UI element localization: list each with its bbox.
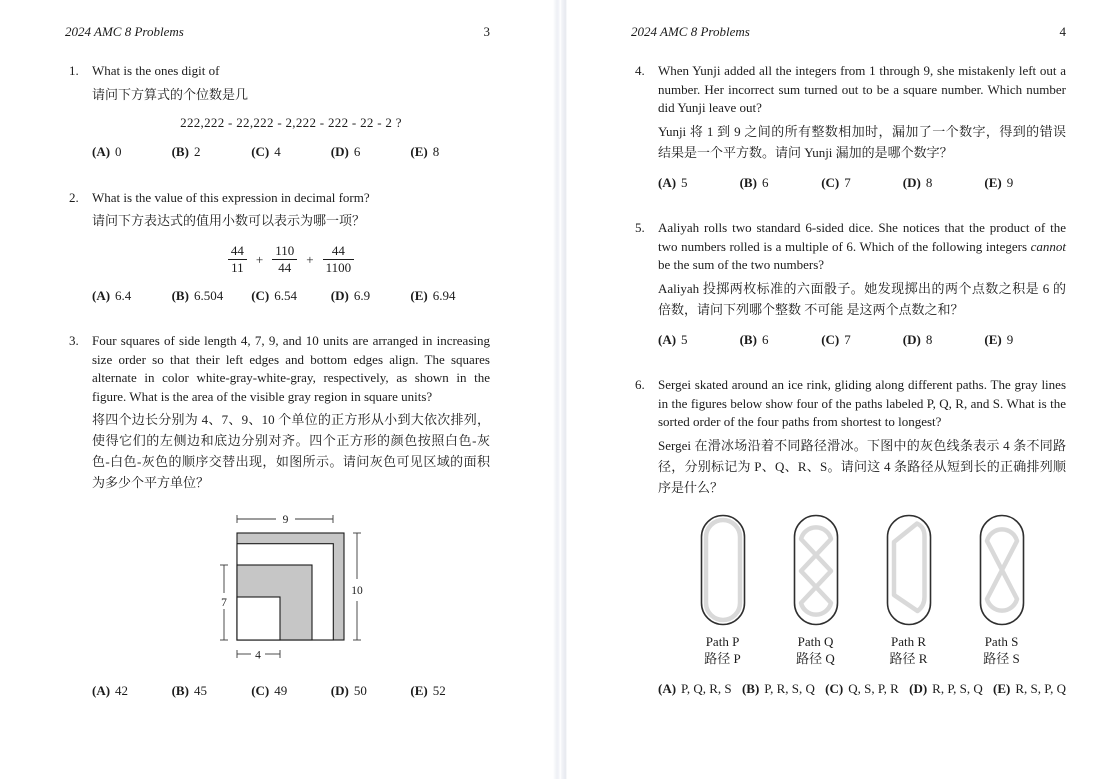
choice-label: (B) bbox=[171, 682, 189, 698]
page-header bbox=[631, 24, 1066, 40]
choice-D bbox=[331, 682, 411, 701]
choice-label: (C) bbox=[825, 680, 844, 696]
plus-sign: + bbox=[306, 251, 314, 267]
choice-value: 4 bbox=[274, 144, 281, 159]
choice-value: 45 bbox=[193, 682, 207, 698]
choice-value: 8 bbox=[432, 144, 440, 159]
problem-1 bbox=[65, 62, 490, 162]
choice-value: 7 bbox=[844, 331, 851, 347]
problem-text-en-post: be the sum of the two numbers? bbox=[658, 257, 825, 272]
choice-value: 9 bbox=[1006, 174, 1014, 190]
rink-label-zh: 路径 S bbox=[983, 650, 1020, 666]
choice-value: 6 bbox=[353, 144, 361, 159]
choice-label: (B) bbox=[739, 331, 757, 347]
problem-number: 4. bbox=[635, 63, 645, 78]
rink-label-en: Path Q bbox=[797, 633, 834, 649]
figure-wrapper bbox=[92, 507, 490, 671]
choice-label: (B) bbox=[171, 287, 189, 303]
choice-C bbox=[251, 287, 331, 306]
fraction-denominator: 1100 bbox=[323, 259, 355, 275]
fraction-denominator: 44 bbox=[272, 259, 297, 275]
choice-value: 9 bbox=[1006, 331, 1014, 347]
choice-E bbox=[410, 682, 490, 701]
choice-value: P, R, S, Q bbox=[764, 680, 815, 696]
math-expression: 222,222 - 22,222 - 2,222 - 222 - 22 - 2 ? bbox=[180, 114, 402, 130]
choice-value: 5 bbox=[681, 331, 688, 347]
problem-text-en: Sergei skated around an ice rink, gliding along different paths. The gray lines in the figures below show four of the paths labeled P, Q, R, and S. What is the sorted order of the four paths from shortest to longest? bbox=[658, 377, 1066, 429]
choice-B bbox=[172, 143, 252, 162]
choice-label: (E) bbox=[410, 287, 428, 303]
page-header-title: 2024 AMC 8 Problems bbox=[631, 24, 750, 39]
rink-label-zh: 路径 Q bbox=[796, 650, 835, 666]
rink-label-en: Path S bbox=[984, 633, 1019, 649]
choice-row bbox=[658, 174, 1066, 193]
choice-label: (D) bbox=[330, 682, 349, 698]
rink-label-en: Path R bbox=[890, 633, 927, 649]
choice-value: 8 bbox=[925, 331, 933, 347]
rink-path-q-figure bbox=[793, 514, 839, 626]
rink-label-zh: 路径 R bbox=[889, 650, 928, 666]
choice-value: 6.94 bbox=[432, 287, 456, 303]
rink-path-r-figure bbox=[886, 514, 932, 626]
page-number: 3 bbox=[483, 24, 490, 39]
choice-row bbox=[92, 143, 490, 162]
problem-text-zh: 请问下方表达式的值用小数可以表示为哪一项？ bbox=[92, 213, 366, 228]
choice-value: 6.54 bbox=[274, 287, 297, 303]
choice-C bbox=[251, 682, 331, 701]
rink-figures-row bbox=[658, 514, 1066, 667]
choice-A bbox=[92, 287, 172, 306]
page-header-title: 2024 AMC 8 Problems bbox=[65, 24, 184, 39]
choice-label: (C) bbox=[251, 287, 270, 303]
choice-label: (A) bbox=[92, 287, 111, 303]
choice-value: 50 bbox=[353, 682, 367, 698]
choice-label: (A) bbox=[92, 682, 111, 698]
choice-A bbox=[658, 680, 732, 699]
choice-C bbox=[821, 331, 903, 350]
choice-value: 6 bbox=[761, 174, 769, 190]
choice-label: (A) bbox=[92, 144, 111, 159]
problem-text-en: What is the value of this expression in decimal form? bbox=[92, 189, 370, 205]
choice-label: (E) bbox=[410, 682, 428, 698]
problem-text-en: When Yunji added all the integers from 1 through 9, she mistakenly left out a number. Her incorrect sum turned out to be a square number. Which number did Yunji leave out? bbox=[658, 63, 1066, 115]
choice-value: 8 bbox=[925, 174, 933, 190]
choice-value: R, S, P, Q bbox=[1015, 680, 1066, 696]
choice-label: (A) bbox=[658, 174, 677, 190]
problem-text-zh: Yunji 将 1 到 9 之间的所有整数相加时，漏加了一个数字，得到的错误结果是一个平方数。请问 Yunji 漏加的是哪个数字？ bbox=[658, 123, 1066, 160]
choice-C bbox=[251, 143, 331, 162]
problem-2 bbox=[65, 189, 490, 306]
choice-row bbox=[92, 287, 490, 306]
problem-5 bbox=[631, 219, 1066, 349]
choice-label: (E) bbox=[993, 680, 1011, 696]
dim-label-left: 7 bbox=[221, 597, 227, 610]
choice-E bbox=[984, 174, 1066, 193]
choice-B bbox=[740, 331, 822, 350]
choice-row bbox=[658, 331, 1066, 350]
choice-A bbox=[658, 331, 740, 350]
choice-label: (D) bbox=[909, 680, 928, 696]
page-number: 4 bbox=[1059, 24, 1066, 39]
choice-value: 0 bbox=[115, 144, 122, 159]
problem-number: 6. bbox=[635, 377, 645, 392]
problem-text-en-emphasis: cannot bbox=[1030, 238, 1066, 254]
choice-B bbox=[742, 680, 815, 699]
problem-text-zh: Aaliyah 投掷两枚标准的六面骰子。她发现掷出的两个点数之积是 6 的倍数，请问下列哪个整数 不可能 是这两个点数之和？ bbox=[658, 280, 1066, 317]
problem-number: 1. bbox=[69, 63, 79, 78]
choice-label: (C) bbox=[821, 174, 840, 190]
choice-value: 52 bbox=[432, 682, 446, 698]
problem-number: 5. bbox=[635, 220, 645, 235]
dim-label-top: 9 bbox=[282, 514, 289, 527]
choice-D bbox=[903, 331, 985, 350]
choice-D bbox=[909, 680, 983, 699]
choice-label: (E) bbox=[984, 174, 1002, 190]
choice-A bbox=[92, 682, 172, 701]
choice-value: 6.4 bbox=[115, 287, 132, 303]
fraction-2 bbox=[272, 244, 297, 276]
problem-text-en-pre: Aaliyah rolls two standard 6-sided dice. She notices that the product of the two numbers rolled is a multiple of 6. Which of the following integers bbox=[658, 220, 1066, 254]
dim-label-right: 10 bbox=[351, 585, 363, 598]
fraction-1 bbox=[228, 244, 247, 276]
choice-label: (C) bbox=[251, 144, 270, 159]
rink-path-p-figure bbox=[700, 514, 746, 626]
choice-value: 2 bbox=[193, 144, 201, 159]
choice-value: 42 bbox=[115, 682, 129, 698]
choice-value: 7 bbox=[844, 174, 851, 190]
problem-4 bbox=[631, 62, 1066, 192]
rink-r bbox=[886, 514, 932, 667]
page-4 bbox=[567, 0, 1116, 779]
choice-label: (D) bbox=[330, 287, 349, 303]
choice-B bbox=[172, 682, 252, 701]
problem-text-zh: 请问下方算式的个位数是几 bbox=[92, 86, 249, 102]
fraction-expression bbox=[92, 244, 490, 276]
choice-row bbox=[92, 682, 490, 701]
page-gap-divider bbox=[553, 0, 567, 779]
choice-E bbox=[993, 680, 1066, 699]
problem-6 bbox=[631, 376, 1066, 698]
fraction-numerator: 110 bbox=[275, 243, 295, 258]
choice-label: (C) bbox=[251, 682, 270, 698]
problem-text-zh: Sergei 在滑冰场沿着不同路径滑冰。下图中的灰色线条表示 4 条不同路径，分别标记为 P、Q、R、S。请问这 4 条路径从短到长的正确排列顺序是什么？ bbox=[658, 437, 1066, 495]
choice-label: (D) bbox=[902, 174, 921, 190]
fraction-3 bbox=[323, 244, 355, 276]
choice-D bbox=[331, 143, 411, 162]
choice-row bbox=[658, 680, 1066, 699]
choice-A bbox=[658, 174, 740, 193]
problem-number: 3. bbox=[69, 333, 79, 349]
rink-s bbox=[979, 514, 1025, 667]
choice-label: (A) bbox=[658, 331, 677, 347]
choice-label: (D) bbox=[902, 331, 921, 347]
problem-3 bbox=[65, 332, 490, 700]
rink-path-s-figure bbox=[979, 514, 1025, 626]
choice-value: Q, S, P, R bbox=[848, 680, 899, 696]
choice-D bbox=[903, 174, 985, 193]
problem-number: 2. bbox=[69, 189, 79, 205]
nested-squares-figure bbox=[212, 507, 370, 665]
choice-E bbox=[984, 331, 1066, 350]
rink-label-zh: 路径 P bbox=[704, 650, 741, 666]
choice-label: (C) bbox=[821, 331, 840, 347]
plus-sign: + bbox=[255, 251, 264, 267]
choice-value: 5 bbox=[681, 174, 688, 190]
page-3 bbox=[0, 0, 553, 779]
choice-label: (D) bbox=[330, 144, 349, 159]
choice-D bbox=[331, 287, 411, 306]
page-header bbox=[65, 24, 490, 40]
choice-label: (B) bbox=[741, 680, 760, 696]
fraction-numerator: 44 bbox=[230, 243, 244, 258]
choice-E bbox=[410, 143, 490, 162]
rink-p bbox=[700, 514, 746, 667]
dim-label-bottom: 4 bbox=[255, 649, 261, 662]
choice-E bbox=[410, 287, 490, 306]
choice-value: 49 bbox=[274, 682, 288, 698]
problem-text-en: What is the ones digit of bbox=[92, 63, 220, 78]
problem-text-zh: 将四个边长分别为 4、7、9、10 个单位的正方形从小到大依次排列，使得它们的左侧边和底边分别对齐。四个正方形的颜色按照白色-灰色-白色-灰色的顺序交替出现，如图所示。请问灰色可见区域的面积为多少个平方单位？ bbox=[92, 412, 490, 491]
choice-value: 6.9 bbox=[353, 287, 371, 303]
problem-text-en: Four squares of side length 4, 7, 9, and 10 units are arranged in increasing size order so that their left edges and bottom edges align. The squares alternate in color white-gray-white-gray, respectively, as shown in the figure. What is the area of the visible gray region in square units? bbox=[92, 333, 490, 404]
choice-C bbox=[825, 680, 899, 699]
choice-label: (B) bbox=[739, 174, 757, 190]
choice-B bbox=[740, 174, 822, 193]
choice-value: 6 bbox=[761, 331, 769, 347]
rink-label-en: Path P bbox=[705, 633, 740, 649]
square-4 bbox=[237, 597, 280, 640]
rink-q bbox=[793, 514, 839, 667]
choice-label: (A) bbox=[658, 680, 677, 696]
fraction-denominator: 11 bbox=[228, 259, 247, 275]
choice-value: P, Q, R, S bbox=[681, 680, 732, 696]
choice-value: 6.504 bbox=[193, 287, 224, 303]
choice-label: (B) bbox=[171, 144, 189, 159]
choice-C bbox=[821, 174, 903, 193]
choice-B bbox=[172, 287, 252, 306]
fraction-numerator: 44 bbox=[331, 243, 345, 258]
choice-A bbox=[92, 143, 172, 162]
problem-text-en bbox=[658, 219, 1066, 275]
choice-label: (E) bbox=[410, 144, 428, 159]
choice-label: (E) bbox=[984, 331, 1002, 347]
choice-value: R, P, S, Q bbox=[932, 680, 983, 696]
